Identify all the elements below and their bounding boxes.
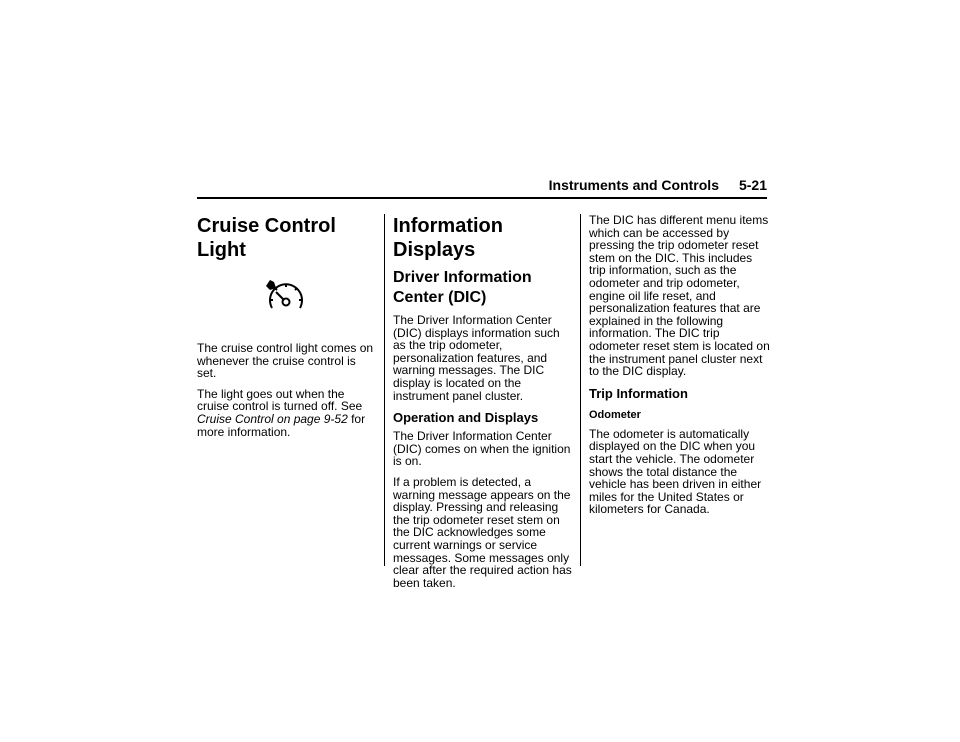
- operation-displays-heading: Operation and Displays: [393, 410, 539, 426]
- column-divider: [580, 214, 581, 566]
- cruise-control-light-heading: Cruise Control Light: [197, 215, 336, 261]
- paragraph: [197, 388, 375, 438]
- cruise-control-icon-wrap: [197, 278, 375, 318]
- section-title: Instruments and Controls: [548, 177, 719, 193]
- paragraph: The DIC has different menu items which can be accessed by pressing the trip odometer reset stem on the DIC. This includes trip information, such as the odometer and trip odometer, engine oil life reset, and personalization features that are explained in the following information. The DIC trip odometer reset stem is located on the instrument panel cluster next to the DIC display.: [589, 213, 770, 379]
- paragraph: If a problem is detected, a warning message appears on the display. Pressing and releasing the trip odometer reset stem on the DIC acknowledges some current warnings or service messages. Some messages only clear after the required action has been taken.: [393, 474, 572, 590]
- paragraph: The odometer is automatically displayed on the DIC when you start the vehicle. The odometer shows the total distance the vehicle has been driven in either miles for the United States or kilometers for Canada.: [589, 426, 762, 517]
- column-left: [197, 214, 375, 438]
- dic-heading: Driver Information Center (DIC): [393, 269, 532, 306]
- paragraph: The Driver Information Center (DIC) displays information such as the trip odometer, personalization features, and warning messages. The DIC display is located on the instrument panel cluster.: [393, 313, 560, 403]
- trip-information-heading: Trip Information: [589, 385, 688, 401]
- text: The light goes out when the cruise control is turned off. See: [197, 386, 363, 414]
- header-rule: [197, 197, 767, 199]
- column-right: [589, 214, 771, 516]
- odometer-heading: Odometer: [589, 408, 641, 421]
- text: for more information.: [197, 411, 366, 439]
- information-displays-heading: Information Displays: [393, 215, 503, 261]
- paragraph: The Driver Information Center (DIC) comes on when the ignition is on.: [393, 429, 571, 469]
- page-number: 5-21: [738, 177, 767, 193]
- column-middle: [393, 214, 575, 589]
- column-divider: [384, 214, 385, 566]
- page-header: [197, 177, 767, 197]
- cross-reference-link[interactable]: Cruise Control on page 9-52: [197, 411, 348, 426]
- cruise-control-icon: [264, 278, 308, 318]
- paragraph: The cruise control light comes on whenever the cruise control is set.: [197, 341, 374, 381]
